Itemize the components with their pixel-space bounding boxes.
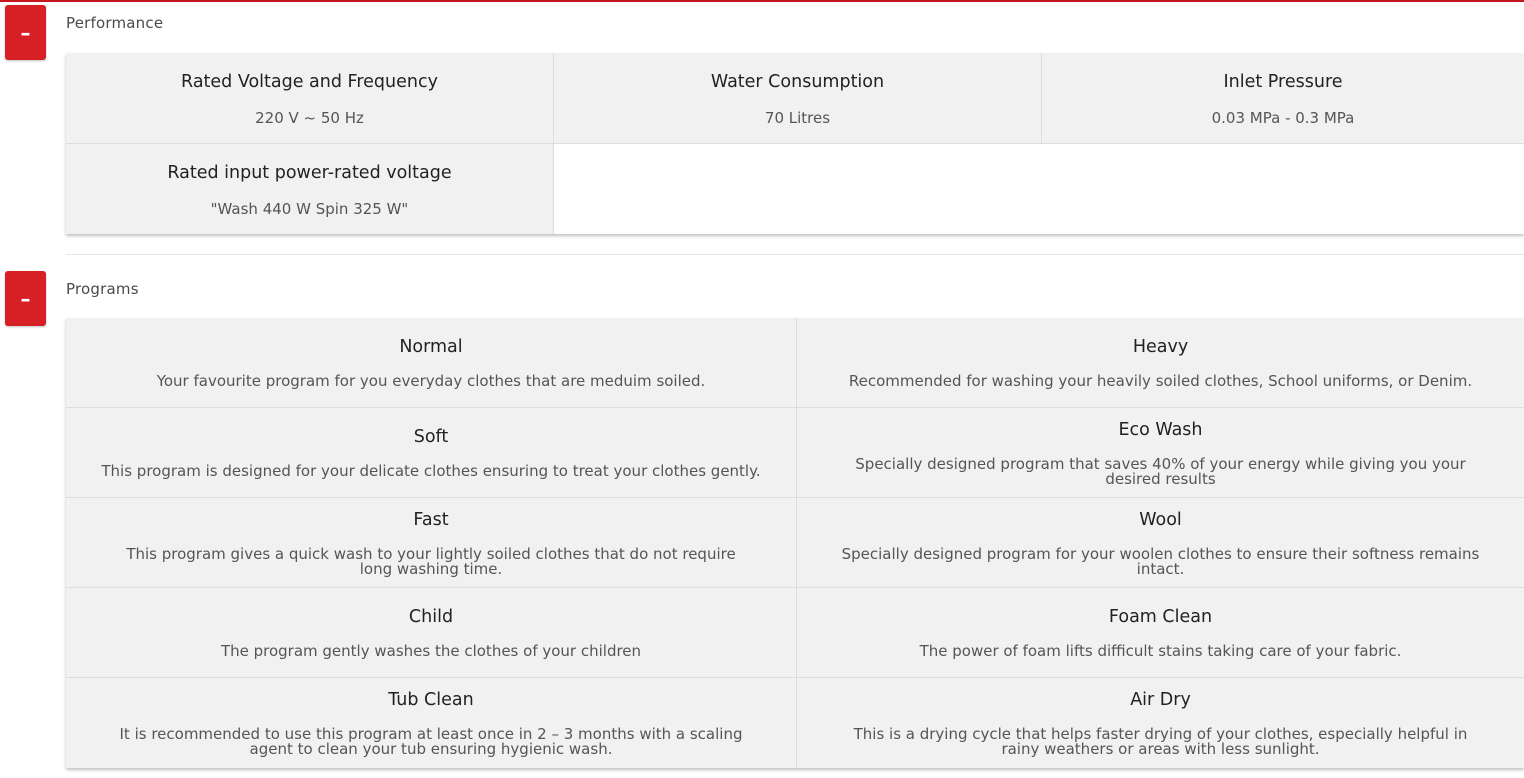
spec-value: 220 V ~ 50 Hz (255, 108, 364, 127)
program-cell (797, 588, 1524, 678)
spec-value: 0.03 MPa - 0.3 MPa (1211, 108, 1355, 127)
program-name: Heavy (1132, 337, 1189, 357)
program-description: This program gives a quick wash to your lightly soiled clothes that do not require long washing time. (126, 544, 736, 578)
program-name: Eco Wash (1118, 419, 1203, 440)
program-cell (66, 498, 797, 588)
spec-cell (66, 144, 554, 234)
spec-label: Inlet Pressure (1223, 71, 1343, 92)
spec-cell (66, 53, 554, 144)
program-cell (797, 408, 1524, 498)
spec-value: "Wash 440 W Spin 325 W" (210, 199, 409, 218)
program-name: Foam Clean (1108, 607, 1213, 627)
spec-label: Rated Voltage and Frequency (181, 71, 438, 92)
program-cell (797, 678, 1524, 768)
performance-spec-grid (66, 53, 1524, 234)
program-cell (797, 498, 1524, 588)
program-name: Child (408, 607, 454, 627)
program-description: Your favourite program for you everyday clothes that are meduim soiled. (156, 372, 706, 390)
program-cell (66, 318, 797, 408)
program-cell (66, 588, 797, 678)
programs-collapse-button[interactable] (5, 271, 46, 326)
spec-label: Rated input power-rated voltage (167, 162, 452, 183)
performance-title: Performance (66, 14, 164, 32)
program-name: Fast (413, 509, 449, 530)
top-accent-line (0, 0, 1524, 2)
spec-value: 70 Litres (764, 108, 831, 127)
spec-label: Water Consumption (710, 71, 885, 92)
program-description: This program is designed for your delicate clothes ensuring to treat your clothes gently. (101, 462, 761, 480)
program-cell (66, 408, 797, 498)
program-cell (797, 318, 1524, 408)
minus-icon: – (20, 20, 31, 45)
program-name: Air Dry (1130, 690, 1191, 710)
program-description: The program gently washes the clothes of your children (220, 642, 642, 660)
program-name: Tub Clean (388, 690, 474, 710)
program-description: Specially designed program that saves 40% of your energy while giving you your desired results (855, 454, 1466, 488)
program-description: This is a drying cycle that helps faster drying of your clothes, especially helpful in rainy weathers or areas with less sunlight. (853, 725, 1468, 758)
spec-cell (554, 53, 1042, 144)
program-description: The power of foam lifts difficult stains taking care of your fabric. (919, 642, 1402, 660)
programs-grid (66, 318, 1524, 768)
program-cell (66, 678, 797, 768)
program-name: Wool (1139, 509, 1182, 530)
performance-collapse-button[interactable] (5, 5, 46, 60)
spec-cell (1042, 53, 1524, 144)
program-description: It is recommended to use this program at least once in 2 – 3 months with a scaling agent to clean your tub ensuring hygienic wash. (119, 725, 743, 758)
program-name: Normal (399, 337, 463, 357)
program-description: Recommended for washing your heavily soiled clothes, School uniforms, or Denim. (848, 372, 1473, 390)
program-name: Soft (413, 427, 449, 447)
program-description: Specially designed program for your woolen clothes to ensure their softness remains intact. (841, 544, 1480, 578)
programs-title: Programs (66, 280, 139, 298)
section-divider (66, 254, 1524, 255)
minus-icon: – (20, 286, 31, 311)
